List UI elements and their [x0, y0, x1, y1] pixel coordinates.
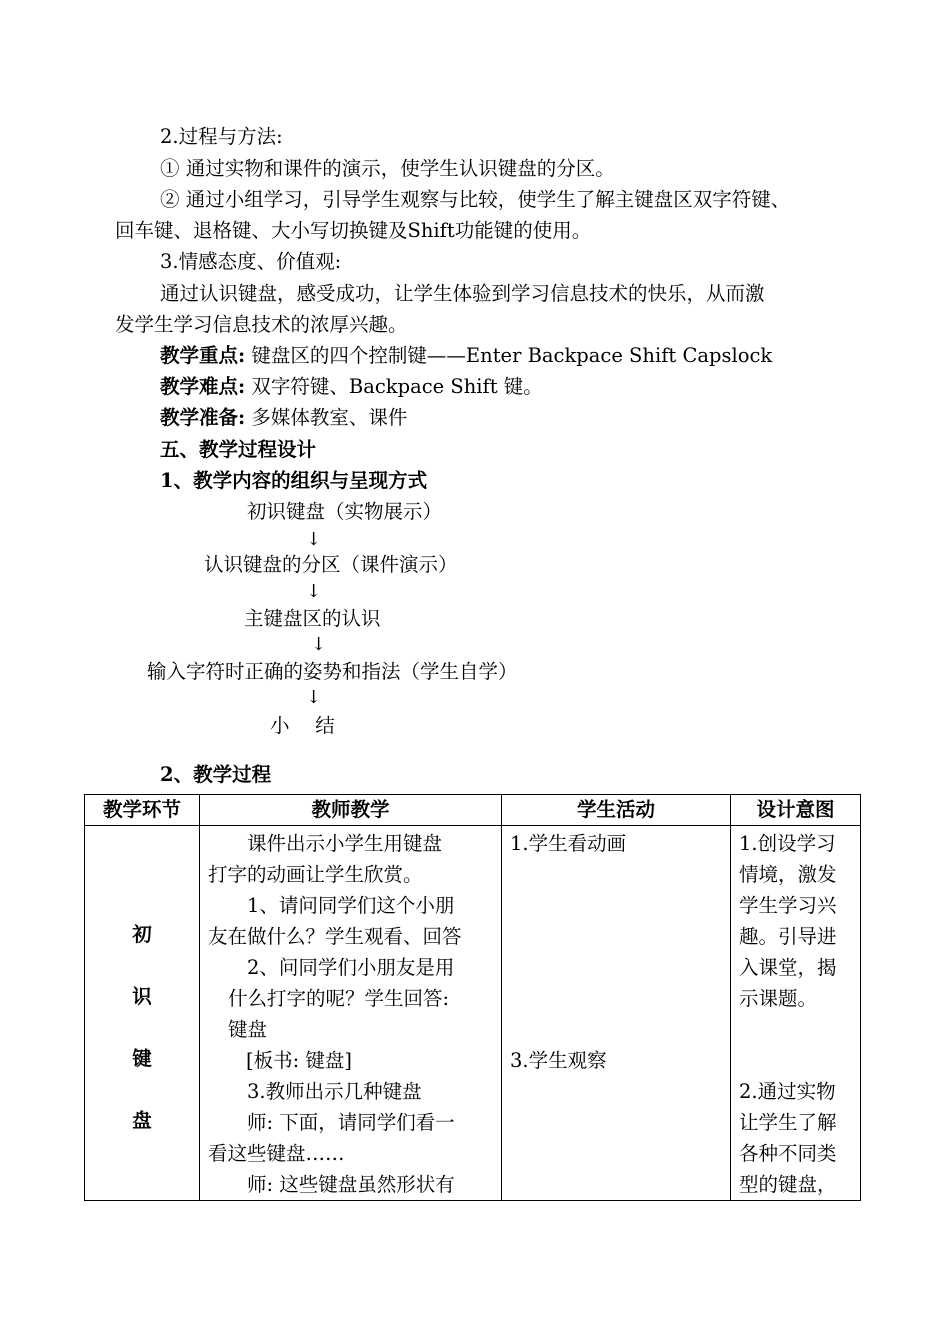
student-activity-2: 3.学生观察: [510, 1049, 607, 1072]
stage-char: 盘: [132, 1109, 152, 1132]
intent-line: 各种不同类: [739, 1142, 837, 1165]
process-method-title: 2.过程与方法:: [160, 125, 283, 148]
table-header-row: [85, 795, 861, 826]
intent-line: 趣。引导进: [739, 925, 837, 948]
intent-line: 1.创设学习: [739, 832, 836, 855]
teacher-line: 2、问同学们小朋友是用: [247, 956, 455, 979]
student-cell: [502, 826, 731, 1201]
section-five-title: 五、教学过程设计: [160, 438, 317, 461]
flow-step-3: 主键盘区的认识: [244, 607, 381, 630]
header-intent: 设计意图: [731, 795, 861, 826]
emotion-line-1: 通过认识键盘，感受成功，让学生体验到学习信息技术的快乐，从而激: [160, 282, 765, 305]
emotion-line-2: 发学生学习信息技术的浓厚兴趣。: [115, 313, 408, 336]
teaching-difficulty-text: 双字符键、Backpace Shift 键。: [251, 375, 543, 398]
table-row: [85, 826, 861, 1201]
flow-step-1: 初识键盘（实物展示）: [247, 500, 443, 523]
flow-step-4: 输入字符时正确的姿势和指法（学生自学）: [147, 660, 518, 683]
section-five-subtitle-1: 1、教学内容的组织与呈现方式: [160, 469, 428, 492]
student-activity-1: 1.学生看动画: [510, 832, 627, 855]
teacher-line: 什么打字的呢？学生回答:: [228, 987, 450, 1010]
teacher-line: 1、请问同学们这个小朋: [247, 894, 455, 917]
teacher-line: 打字的动画让学生欣赏。: [208, 863, 423, 886]
flow-arrow-icon: ↓: [306, 581, 322, 602]
intent-line: 学生学习兴: [739, 894, 837, 917]
teacher-cell: [200, 826, 502, 1201]
intent-line: 让学生了解: [739, 1111, 837, 1134]
process-item-1: ① 通过实物和课件的演示，使学生认识键盘的分区。: [160, 157, 615, 180]
intent-line: 示课题。: [739, 987, 818, 1010]
stage-char: 键: [132, 1047, 152, 1070]
teacher-line: [板书: 键盘]: [246, 1049, 352, 1072]
teaching-preparation-text: 多媒体教室、课件: [251, 406, 408, 429]
intent-line: 2.通过实物: [739, 1080, 836, 1103]
teaching-difficulty-label: 教学难点:: [160, 375, 246, 398]
header-teacher: 教师教学: [200, 795, 502, 826]
intent-line: 型的键盘，: [739, 1173, 837, 1196]
intent-line: [739, 1014, 852, 1045]
teaching-preparation: [160, 405, 407, 431]
teaching-focus-text: 键盘区的四个控制键——Enter Backpace Shift Capslock: [251, 344, 773, 367]
teaching-difficulty: [160, 374, 543, 400]
flow-arrow-icon: ↓: [306, 529, 322, 550]
flow-step-2: 认识键盘的分区（课件演示）: [204, 553, 458, 576]
teacher-line: 键盘: [228, 1018, 268, 1041]
teaching-focus-label: 教学重点:: [160, 344, 246, 367]
lesson-process-table: [84, 794, 861, 1201]
intent-cell: [731, 826, 861, 1201]
teacher-line: 师: 这些键盘虽然形状有: [247, 1173, 455, 1196]
process-item-2-line-2: 回车键、退格键、大小写切换键及Shift功能键的使用。: [115, 219, 592, 242]
flow-arrow-icon: ↓: [311, 634, 327, 655]
teacher-line: 友在做什么？学生观看、回答: [208, 925, 462, 948]
stage-char: 初: [132, 923, 152, 946]
teacher-line: 看这些键盘……: [208, 1142, 345, 1165]
teacher-line: 3.教师出示几种键盘: [247, 1080, 422, 1103]
teacher-line: 课件出示小学生用键盘: [247, 832, 443, 855]
intent-line: 入课堂，揭: [739, 956, 837, 979]
header-student: 学生活动: [502, 795, 731, 826]
section-five-subtitle-2: 2、教学过程: [160, 763, 272, 786]
stage-cell: [85, 826, 200, 1201]
intent-line: 情境，激发: [739, 863, 837, 886]
process-item-2-line-1: ② 通过小组学习，引导学生观察与比较，使学生了解主键盘区双字符键、: [160, 188, 791, 211]
flow-arrow-icon: ↓: [306, 687, 322, 708]
intent-line: [739, 1045, 852, 1076]
emotion-title: 3.情感态度、价值观:: [160, 250, 342, 273]
stage-char: 识: [132, 985, 152, 1008]
teaching-preparation-label: 教学准备:: [160, 406, 246, 429]
teaching-focus: [160, 343, 772, 369]
teacher-line: 师: 下面，请同学们看一: [247, 1111, 455, 1134]
header-stage: 教学环节: [85, 795, 200, 826]
flow-step-5: 小 结: [270, 714, 335, 737]
